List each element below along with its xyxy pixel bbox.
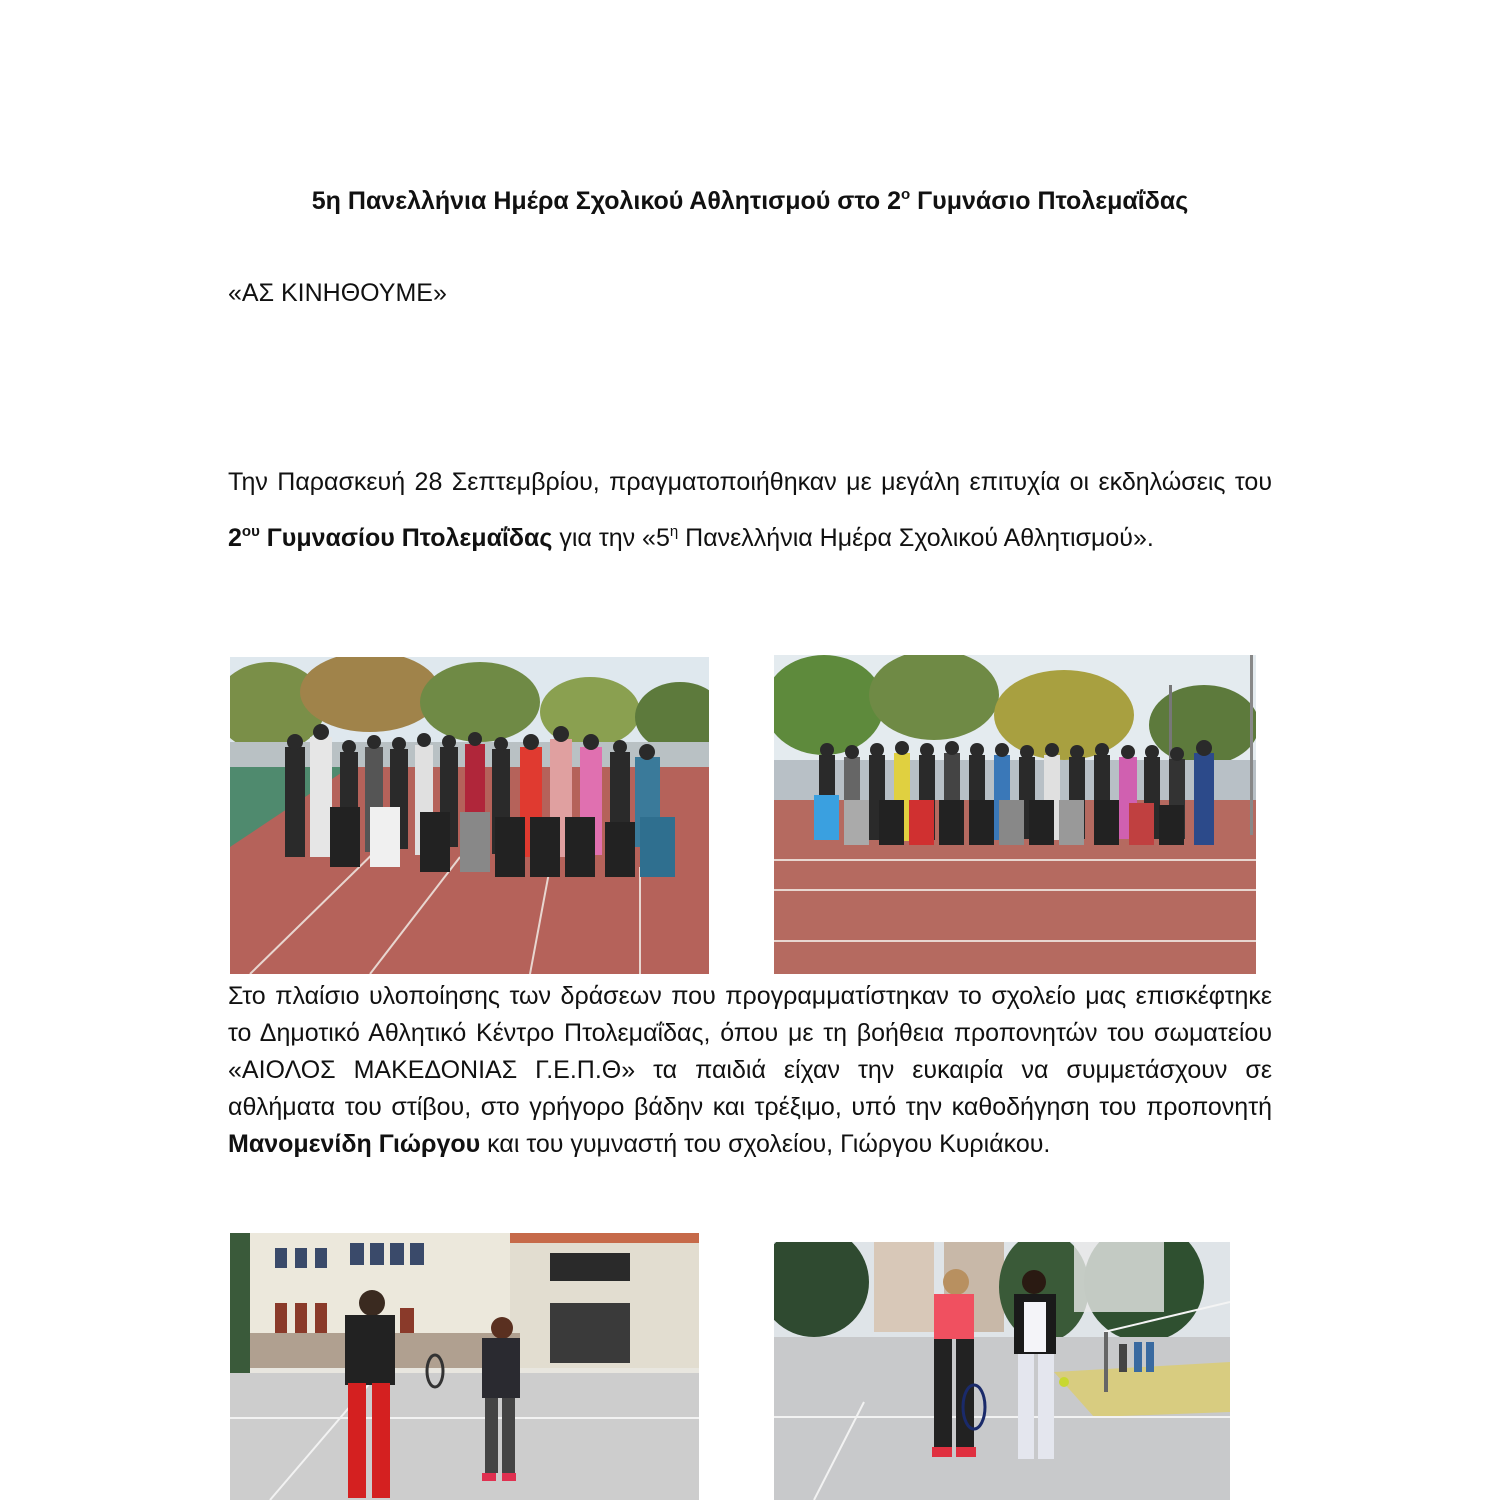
group-photo-boys xyxy=(774,655,1256,974)
court-tennis-photo xyxy=(774,1242,1230,1500)
schoolyard-tennis-image xyxy=(230,1233,699,1500)
group-photo-image xyxy=(230,657,709,974)
court-tennis-image xyxy=(774,1242,1230,1500)
document-title: 5η Πανελλήνια Ημέρα Σχολικού Αθλητισμού στο $2^o$ Γυμνάσιο Πτολεμαΐδας xyxy=(311,186,1189,215)
intro-paragraph: Την Παρασκευή 28 Σεπτεμβρίου, πραγματοποιήθηκαν με μεγάλη επιτυχία οι εκδηλώσεις του $2^{o\upsilon}$ Γυμνασίου Πτολεμαΐδας για την «$5^\eta$ Πανελλήνια Ημέρα Σχολικού Αθλητισμού». xyxy=(228,468,1272,552)
group-photo-image xyxy=(774,655,1256,974)
schoolyard-tennis-photo xyxy=(230,1233,699,1500)
activities-paragraph: Στο πλαίσιο υλοποίησης των δράσεων που προγραμματίστηκαν το σχολείο μας επισκέφτηκε το Δημοτικό Αθλητικό Κέντρο Πτολεμαΐδας, όπου με τη βοήθεια προπονητών του σωματείου «ΑΙΟΛΟΣ ΜΑΚΕΔΟΝΙΑΣ Γ.Ε.Π.Θ» τα παιδιά είχαν την ευκαιρία να συμμετάσχουν σε αθλήματα του στίβου, στο γρήγορο βάδην και τρέξιμο, υπό την καθοδήγηση του προπονητή Μανομενίδη Γιώργου και του γυμναστή του σχολείου, Γιώργου Κυριάκου. xyxy=(228,982,1272,1158)
document-subtitle: «ΑΣ ΚΙΝΗΘΟΥΜΕ» xyxy=(228,279,447,307)
group-photo-girls xyxy=(230,657,709,974)
